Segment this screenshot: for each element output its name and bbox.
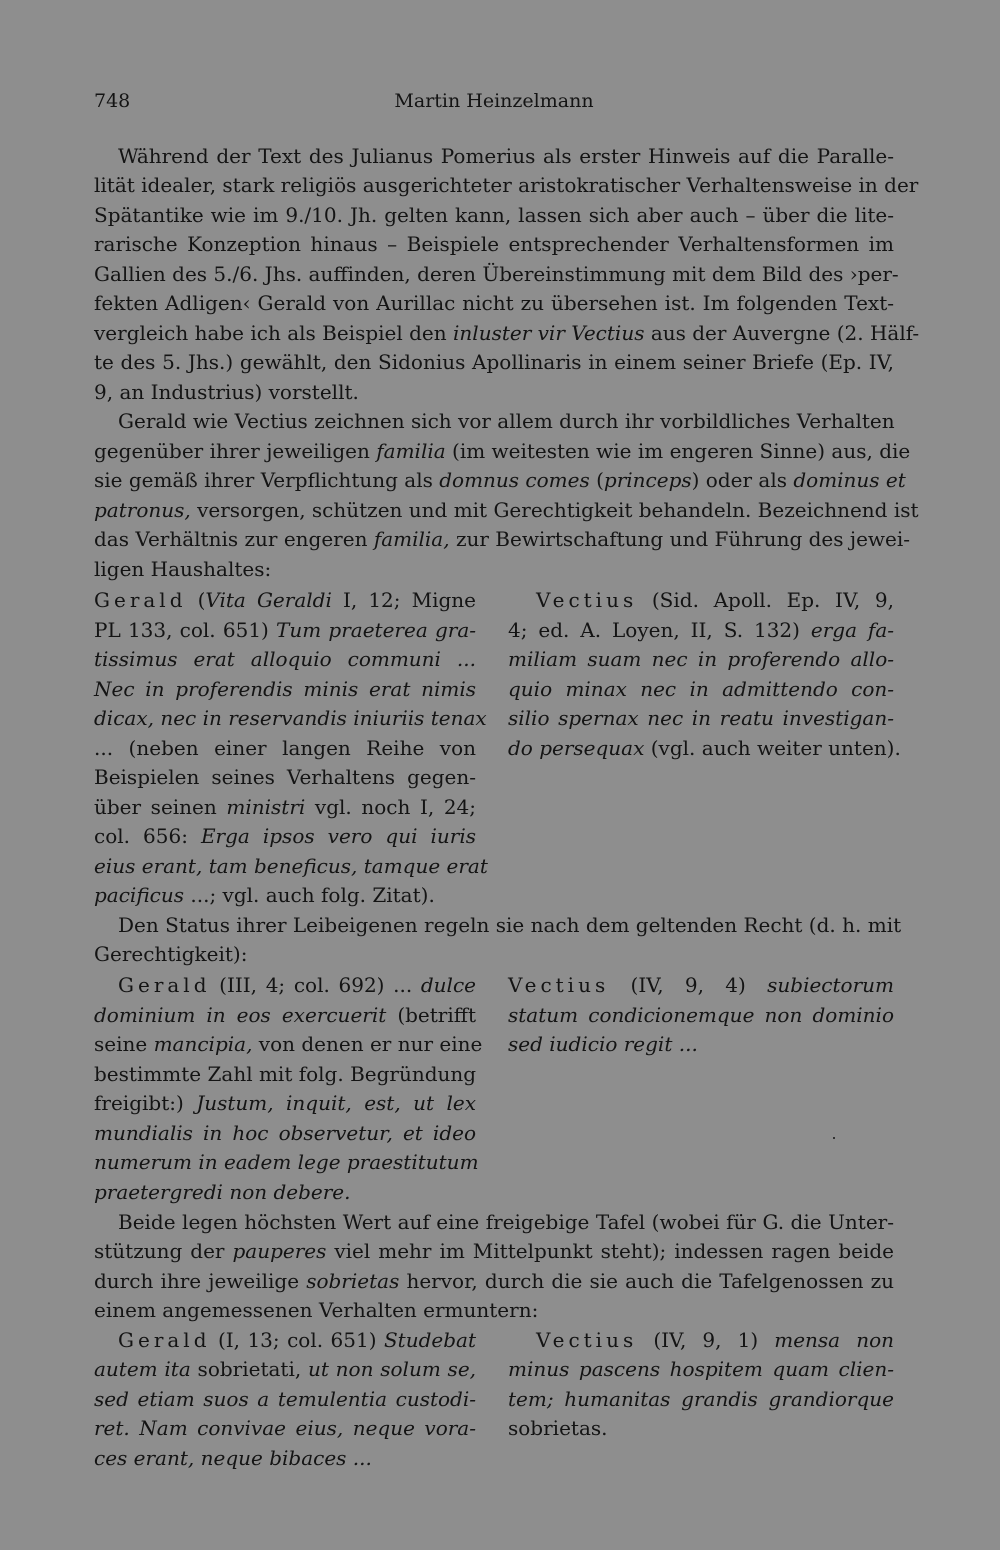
italic-text: subiectorum (767, 973, 894, 997)
italic-text: do persequax (508, 736, 645, 760)
text-span: 9, an Industrius) vorstellt. (94, 380, 359, 404)
text-span: vgl. noch I, 24; (305, 795, 477, 819)
text-line (94, 1444, 476, 1473)
text-span: durch ihre jeweilige (94, 1269, 307, 1293)
text-line (94, 704, 487, 733)
text-span: Gerald wie Vectius zeichnen sich vor allem durch ihr vorbildliches Verhalten (118, 409, 895, 433)
italic-text: inluster vir Vectius (453, 321, 645, 345)
text-span: zur Bewirtschaftung und Führung des jewei- (449, 527, 911, 551)
text-span: sobrietati, (190, 1357, 308, 1381)
italic-text: dulce (420, 973, 476, 997)
text-line (536, 1326, 894, 1355)
page-number: 748 (94, 90, 131, 112)
text-span: Beide legen höchsten Wert auf eine freigebige Tafel (wobei für G. die Unter- (118, 1210, 894, 1234)
text-span: col. 656: (94, 824, 201, 848)
text-span: vergleich habe ich als Beispiel den (94, 321, 454, 345)
text-span: PL 133, col. 651) (94, 618, 277, 642)
text-span: Spätantike wie im 9./10. Jh. gelten kann, lassen sich aber auch – über die lite- (94, 203, 894, 227)
text-span: Während der Text des Julianus Pomerius als erster Hinweis auf die Paralle- (118, 144, 894, 168)
italic-text: silio spernax nec in reatu investigan- (508, 706, 894, 730)
text-line (94, 793, 476, 822)
text-line (94, 289, 894, 318)
italic-text: mundialis in hoc observetur, et ideo (94, 1121, 476, 1145)
text-span: ... (neben einer langen Reihe von (94, 736, 476, 760)
text-span: lität idealer, stark religiös ausgerichteter aristokratischer Verhaltensweise in der (94, 173, 919, 197)
spaced-name: Vectius (536, 1328, 638, 1352)
text-line (94, 466, 906, 495)
text-span: ligen Haushaltes: (94, 557, 272, 581)
text-line (508, 734, 901, 763)
text-span: seine (94, 1032, 154, 1056)
text-line (94, 1237, 894, 1266)
text-line (94, 645, 476, 674)
text-line (508, 704, 894, 733)
text-span: sobrietas. (508, 1416, 608, 1440)
text-span: (III, 4; col. 692) ... (210, 973, 421, 997)
italic-text: Vita Geraldi (205, 588, 332, 612)
text-line (118, 911, 902, 940)
text-line (508, 1414, 894, 1443)
italic-text: ut non solum se, (307, 1357, 477, 1381)
text-span: über seinen (94, 795, 227, 819)
italic-text: ministri (226, 795, 306, 819)
text-span: ) oder als (691, 468, 794, 492)
italic-text: autem ita (94, 1357, 191, 1381)
text-span: (im weitesten wie im engeren Sinne) aus, die (445, 439, 911, 463)
text-span: ( (186, 588, 206, 612)
text-span: sie gemäß ihrer Verpflichtung als (94, 468, 440, 492)
text-line (94, 675, 476, 704)
text-line (94, 171, 919, 200)
text-span: von denen er nur eine (252, 1032, 483, 1056)
italic-text: minus pascens hospitem quam clien- (508, 1357, 894, 1381)
text-span: Den Status ihrer Leibeigenen regeln sie nach dem geltenden Recht (d. h. mit (118, 913, 902, 937)
text-span: (betrifft (386, 1003, 476, 1027)
text-line (94, 852, 488, 881)
italic-text: ret. Nam convivae eius, neque vora- (94, 1416, 476, 1440)
text-line (94, 1267, 894, 1296)
text-line (118, 1208, 894, 1237)
text-line (118, 971, 476, 1000)
text-line (94, 378, 894, 407)
italic-text: tissimus erat alloquio communi ... (94, 647, 476, 671)
italic-text: statum condicionemque non dominio (508, 1003, 894, 1027)
text-line (118, 1326, 476, 1355)
italic-text: sed iudicio regit ... (508, 1032, 698, 1056)
running-head: Martin Heinzelmann (394, 90, 594, 112)
text-line (508, 971, 894, 1000)
text-span: rarische Konzeption hinaus – Beispiele entsprechender Verhaltensformen im (94, 232, 894, 256)
scan-speck (833, 1137, 835, 1139)
italic-text: familia, (373, 527, 450, 551)
text-line (94, 1355, 476, 1384)
italic-text: praetergredi non debere. (94, 1180, 351, 1204)
text-span: das Verhältnis zur engeren (94, 527, 374, 551)
text-line (508, 1385, 894, 1414)
italic-text: dominus et (793, 468, 906, 492)
text-span: Beispielen seines Verhaltens gegen- (94, 765, 476, 789)
italic-text: ces erant, neque bibaces ... (94, 1446, 372, 1470)
text-line (536, 586, 894, 615)
text-span: versorgen, schützen und mit Gerechtigkeit behandeln. Bezeichnend ist (190, 498, 919, 522)
text-line (94, 616, 476, 645)
italic-text: quio minax nec in admittendo con- (508, 677, 894, 701)
text-line (94, 734, 476, 763)
italic-text: dicax, nec in reservandis iniuriis tenax (94, 706, 487, 730)
text-span: (vgl. auch weiter unten). (644, 736, 901, 760)
text-span: viel mehr im Mittelpunkt steht); indessen ragen beide (326, 1239, 895, 1263)
italic-text: Nec in proferendis minis erat nimis (94, 677, 476, 701)
text-span: stützung der (94, 1239, 233, 1263)
text-line (94, 1296, 894, 1325)
italic-text: mensa non (774, 1328, 895, 1352)
text-line (94, 555, 894, 584)
text-line (508, 616, 894, 645)
italic-text: pacificus (94, 883, 185, 907)
text-span: einem angemessenen Verhalten ermuntern: (94, 1298, 539, 1322)
text-span: hervor, durch die sie auch die Tafelgenossen zu (399, 1269, 894, 1293)
text-line (94, 881, 476, 910)
text-line (94, 586, 476, 615)
text-span: (Sid. Apoll. Ep. IV, 9, (637, 588, 894, 612)
italic-text: Studebat (383, 1328, 476, 1352)
text-line (94, 1414, 476, 1443)
text-span: Gallien des 5./6. Jhs. auffinden, deren Übereinstimmung mit dem Bild des ›per- (94, 262, 899, 286)
text-span: te des 5. Jhs.) gewählt, den Sidonius Apollinaris in einem seiner Briefe (Ep. IV, (94, 350, 894, 374)
text-line (94, 1148, 479, 1177)
text-line (94, 496, 919, 525)
text-span: freigibt:) (94, 1091, 197, 1115)
text-line (94, 1119, 476, 1148)
text-line (508, 1001, 894, 1030)
text-line (94, 201, 894, 230)
text-line (94, 1060, 476, 1089)
spaced-name: Vectius (508, 973, 610, 997)
italic-text: patronus, (94, 498, 191, 522)
text-line (118, 407, 894, 436)
italic-text: sobrietas (306, 1269, 400, 1293)
italic-text: familia (376, 439, 446, 463)
text-line (118, 142, 894, 171)
italic-text: dominium in eos exercuerit (94, 1003, 387, 1027)
text-span: (IV, 9, 1) (637, 1328, 775, 1352)
text-span: (IV, 9, 4) (609, 973, 768, 997)
text-span: 4; ed. A. Loyen, II, S. 132) (508, 618, 811, 642)
spaced-name: Gerald (118, 1328, 211, 1352)
italic-text: pauperes (232, 1239, 327, 1263)
text-span: gegenüber ihrer jeweiligen (94, 439, 377, 463)
text-line (94, 437, 911, 466)
text-line (94, 1001, 476, 1030)
italic-text: Tum praeterea gra- (276, 618, 476, 642)
italic-text: erga fa- (810, 618, 894, 642)
text-line (94, 1178, 476, 1207)
italic-text: Justum, inquit, est, ut lex (196, 1091, 476, 1115)
text-line (94, 1385, 476, 1414)
text-line (94, 348, 894, 377)
text-line (94, 940, 894, 969)
italic-text: princeps (603, 468, 692, 492)
text-span: fekten Adligen‹ Gerald von Aurillac nicht zu übersehen ist. Im folgenden Text- (94, 291, 894, 315)
text-line (94, 230, 894, 259)
text-span: Gerechtigkeit): (94, 942, 248, 966)
text-span: ...; vgl. auch folg. Zitat). (184, 883, 435, 907)
text-span: I, 12; Migne (331, 588, 476, 612)
italic-text: Erga ipsos vero qui iuris (200, 824, 476, 848)
text-span: aus der Auvergne (2. Hälf- (644, 321, 920, 345)
text-line (508, 645, 894, 674)
text-line (94, 260, 899, 289)
text-line (94, 822, 476, 851)
italic-text: sed etiam suos a temulentia custodi- (94, 1387, 476, 1411)
text-line (94, 319, 920, 348)
text-span: ( (589, 468, 604, 492)
italic-text: miliam suam nec in proferendo allo- (508, 647, 894, 671)
text-line (94, 1089, 476, 1118)
text-line (508, 1030, 894, 1059)
spaced-name: Vectius (536, 588, 638, 612)
text-line (508, 1355, 894, 1384)
italic-text: mancipia, (153, 1032, 253, 1056)
text-span: bestimmte Zahl mit folg. Begründung (94, 1062, 477, 1086)
italic-text: tem; humanitas grandis grandiorque (508, 1387, 894, 1411)
italic-text: domnus comes (439, 468, 590, 492)
italic-text: numerum in eadem lege praestitutum (94, 1150, 479, 1174)
text-line (508, 675, 894, 704)
italic-text: eius erant, tam beneficus, tamque erat (94, 854, 488, 878)
text-line (94, 525, 911, 554)
text-line (94, 763, 476, 792)
text-line (94, 1030, 483, 1059)
spaced-name: Gerald (94, 588, 187, 612)
spaced-name: Gerald (118, 973, 211, 997)
text-span: (I, 13; col. 651) (210, 1328, 384, 1352)
